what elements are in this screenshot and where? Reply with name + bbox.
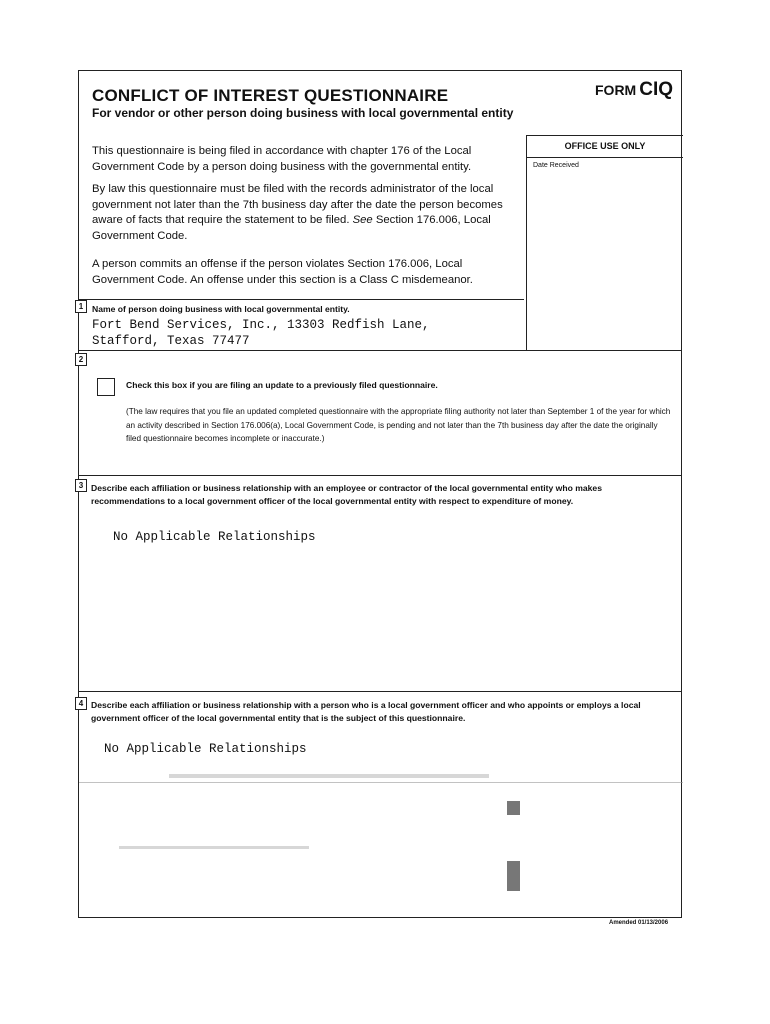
date-received-label: Date Received — [533, 162, 579, 169]
scan-noise-line — [79, 782, 683, 783]
section3-answer[interactable]: No Applicable Relationships — [113, 530, 316, 544]
section4-label: Describe each affiliation or business relationship with a person who is a local government officer and who appoints or employs a local government officer of the local governmental entity that is the subject of this questionnaire. — [91, 700, 641, 723]
ciq-form — [78, 70, 682, 918]
section2-divider — [79, 350, 681, 351]
section4-divider — [79, 691, 681, 692]
scan-artifact-block-1 — [507, 801, 520, 815]
section1-divider — [79, 299, 524, 300]
form-subtitle: For vendor or other person doing business with local governmental entity — [92, 106, 514, 120]
form-code: CIQ — [639, 79, 673, 100]
scan-artifact-block-2 — [507, 861, 520, 891]
intro-paragraph-1: This questionnaire is being filed in accordance with chapter 176 of the Local Government Code by a person doing business with the governmental entity. — [92, 145, 472, 173]
form-title: CONFLICT OF INTEREST QUESTIONNAIRE — [92, 86, 449, 105]
section3-number: 3 — [75, 479, 87, 492]
update-checkbox[interactable] — [97, 378, 115, 396]
amended-date: Amended 01/13/2006 — [609, 920, 669, 926]
business-name-line1[interactable]: Fort Bend Services, Inc., 13303 Redfish Lane, — [92, 318, 430, 332]
section4-answer[interactable]: No Applicable Relationships — [104, 742, 307, 756]
intro-paragraph-2: By law this questionnaire must be filed with the records administrator of the local government not later than the 7th business day after the date the person becomes aware of facts that require the statement to be filed. See Section 176.006, Local Government Code. — [92, 183, 503, 242]
scan-noise-smudge — [119, 846, 309, 849]
office-use-heading: OFFICE USE ONLY — [527, 135, 683, 158]
office-use-box — [526, 135, 683, 350]
section2-number: 2 — [75, 353, 87, 366]
intro-paragraph-3: A person commits an offense if the person violates Section 176.006, Local Government Code. An offense under this section is a Class C misdemeanor. — [92, 258, 473, 286]
update-law-note: (The law requires that you file an updated completed questionnaire with the appropriate filing authority not later than September 1 of the year for which an activity described in Section 176.006(a), Local Government Code, is pending and not later than the 7th business day after the date the originally filed questionnaire becomes incomplete or inaccurate.) — [126, 407, 671, 443]
business-name-line2[interactable]: Stafford, Texas 77477 — [92, 334, 250, 348]
section4-number: 4 — [75, 697, 87, 710]
form-number — [595, 79, 673, 101]
see-emphasis: See — [352, 214, 373, 226]
section1-number: 1 — [75, 300, 87, 313]
section3-label: Describe each affiliation or business relationship with an employee or contractor of the local governmental entity who makes recommendations to a local government officer of the local governmental entity with respect to expenditure of money. — [91, 483, 602, 506]
update-checkbox-label: Check this box if you are filing an update to a previously filed questionnaire. — [126, 380, 438, 390]
section1-label: Name of person doing business with local governmental entity. — [92, 304, 350, 314]
form-label: FORM — [595, 82, 637, 98]
section3-divider — [79, 475, 681, 476]
scan-noise-band — [169, 774, 489, 778]
